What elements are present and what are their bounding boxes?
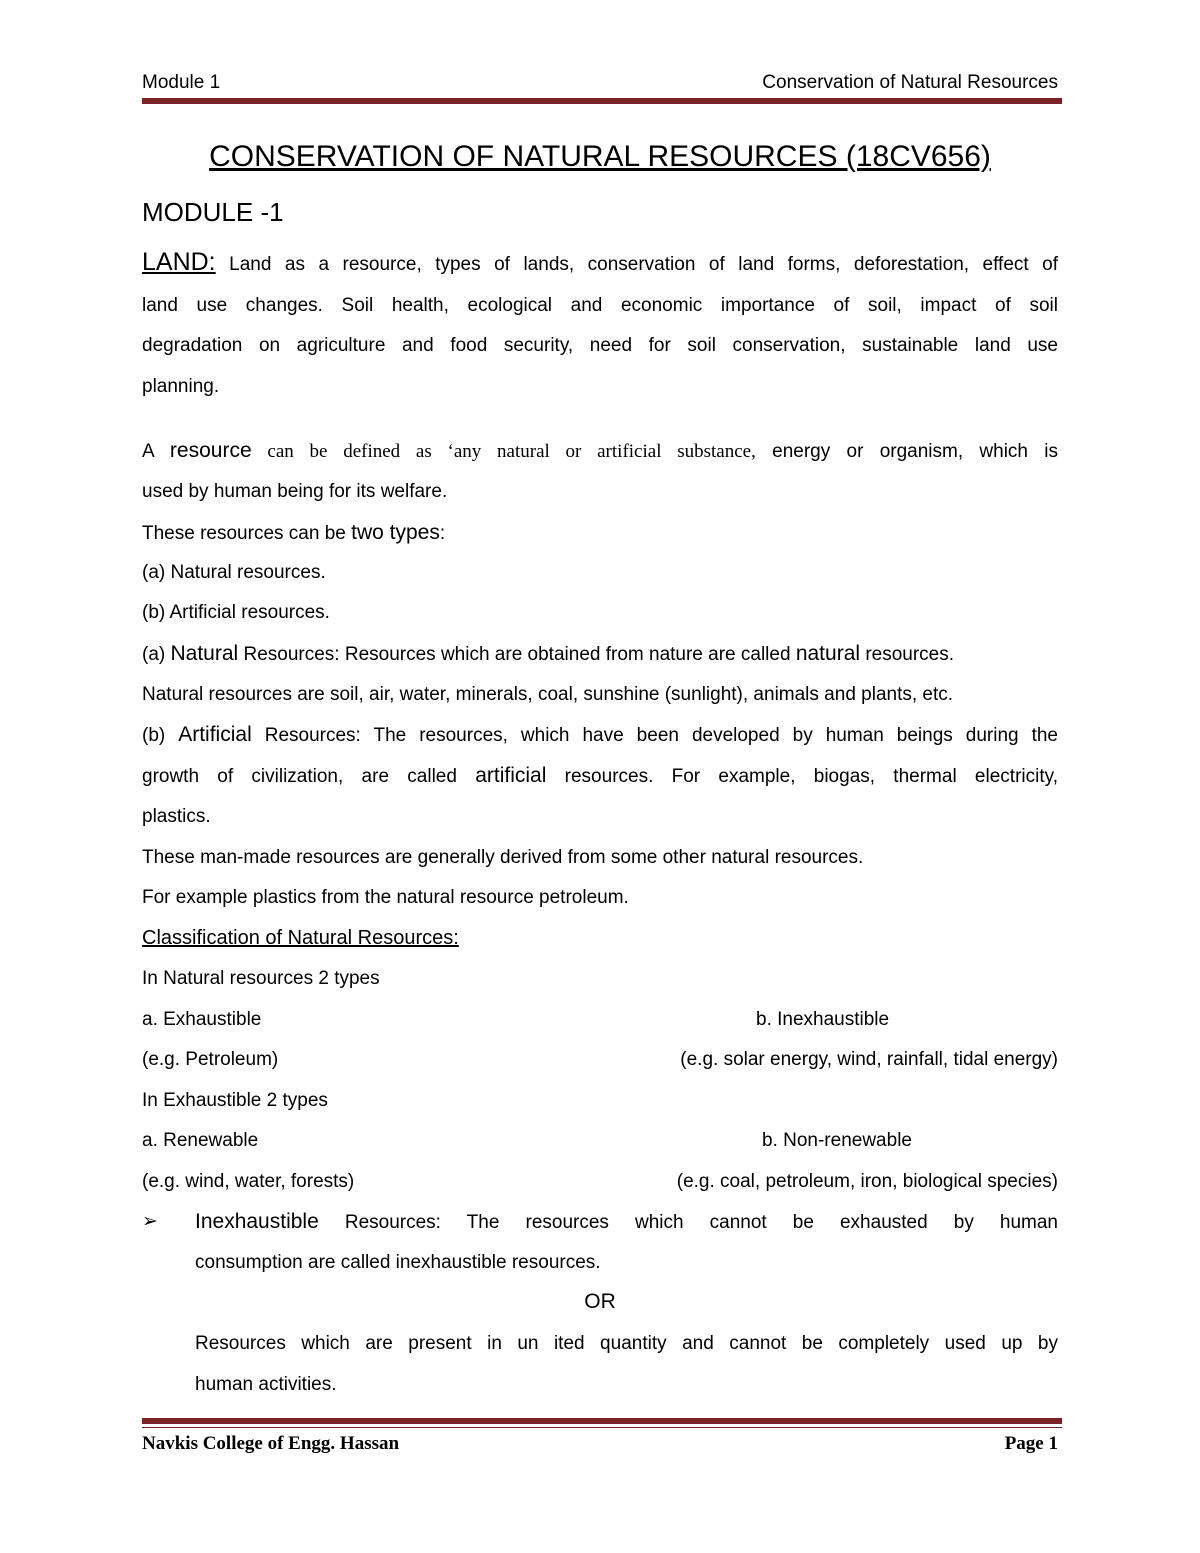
header-left: Module 1 <box>142 72 221 93</box>
non-renewable-example: (e.g. coal, petroleum, iron, biological species) <box>676 1171 1058 1192</box>
page-header <box>142 72 1058 98</box>
footer-rule-thin <box>142 1427 1062 1428</box>
arrow-bullet-icon: ➢ <box>142 1211 158 1232</box>
renewable-example: (e.g. wind, water, forests) <box>142 1171 355 1192</box>
type-a: (a) Natural resources. <box>142 562 326 583</box>
land-label: LAND: <box>142 248 216 276</box>
definition-line-2: used by human being for its welfare. <box>142 481 448 502</box>
natural-resources-definition: (a) Natural Resources: Resources which are obtained from nature are called natural resources. <box>142 642 955 665</box>
document-title: CONSERVATION OF NATURAL RESOURCES (18CV656) <box>209 140 991 173</box>
header-right: Conservation of Natural Resources <box>762 72 1058 93</box>
inexhaustible-definition: Inexhaustible Resources: The resources which cannot be exhausted by human <box>195 1210 1058 1233</box>
header-rule <box>142 98 1062 104</box>
inexhaustible-example: (e.g. solar energy, wind, rainfall, tidal energy) <box>680 1049 1058 1070</box>
or-separator: OR <box>584 1290 616 1313</box>
exhaustible-intro: In Exhaustible 2 types <box>142 1090 328 1111</box>
natural-resources-examples: Natural resources are soil, air, water, minerals, coal, sunshine (sunlight), animals and plants, etc. <box>142 684 954 705</box>
artificial-resources-definition: (b) Artificial Resources: The resources, which have been developed by human beings during the <box>142 723 1058 746</box>
definition-line-1: A resource can be defined as ‘any natural or artificial substance, energy or organism, which is <box>142 439 1059 462</box>
inexhaustible-line-2: consumption are called inexhaustible resources. <box>195 1252 601 1273</box>
classification-intro: In Natural resources 2 types <box>142 968 380 989</box>
type-b: (b) Artificial resources. <box>142 602 330 623</box>
exhaustible-example: (e.g. Petroleum) <box>142 1049 279 1070</box>
artificial-resources-line-3: plastics. <box>142 806 211 827</box>
manmade-line-2: For example plastics from the natural resource petroleum. <box>142 887 629 908</box>
inexhaustible-alt-line-1: Resources which are present in un ited quantity and cannot be completely used up by <box>195 1333 1058 1354</box>
footer-college: Navkis College of Engg. Hassan <box>142 1433 400 1454</box>
syllabus-line-2: land use changes. Soil health, ecological and economic importance of soil, impact of soil <box>142 295 1058 316</box>
exhaustible-label: a. Exhaustible <box>142 1009 262 1030</box>
module-heading: MODULE -1 <box>142 197 284 227</box>
syllabus-line-1: LAND: Land as a resource, types of lands, conservation of land forms, deforestation, effect of <box>142 248 1058 276</box>
syllabus-line-4: planning. <box>142 376 220 397</box>
footer-rule <box>142 1418 1062 1424</box>
syllabus-line-3: degradation on agriculture and food security, need for soil conservation, sustainable land use <box>142 335 1058 356</box>
inexhaustible-label: b. Inexhaustible <box>756 1009 890 1030</box>
classification-heading: Classification of Natural Resources: <box>142 927 459 949</box>
non-renewable-label: b. Non-renewable <box>762 1130 912 1151</box>
renewable-label: a. Renewable <box>142 1130 259 1151</box>
resource-term: resource <box>169 439 252 462</box>
types-intro: These resources can be two types: <box>142 521 446 544</box>
inexhaustible-alt-line-2: human activities. <box>195 1374 337 1395</box>
artificial-resources-line-2: growth of civilization, are called artificial resources. For example, biogas, thermal electricity, <box>142 764 1058 787</box>
manmade-line-1: These man-made resources are generally derived from some other natural resources. <box>142 847 864 868</box>
page-number: Page 1 <box>1004 1433 1058 1454</box>
